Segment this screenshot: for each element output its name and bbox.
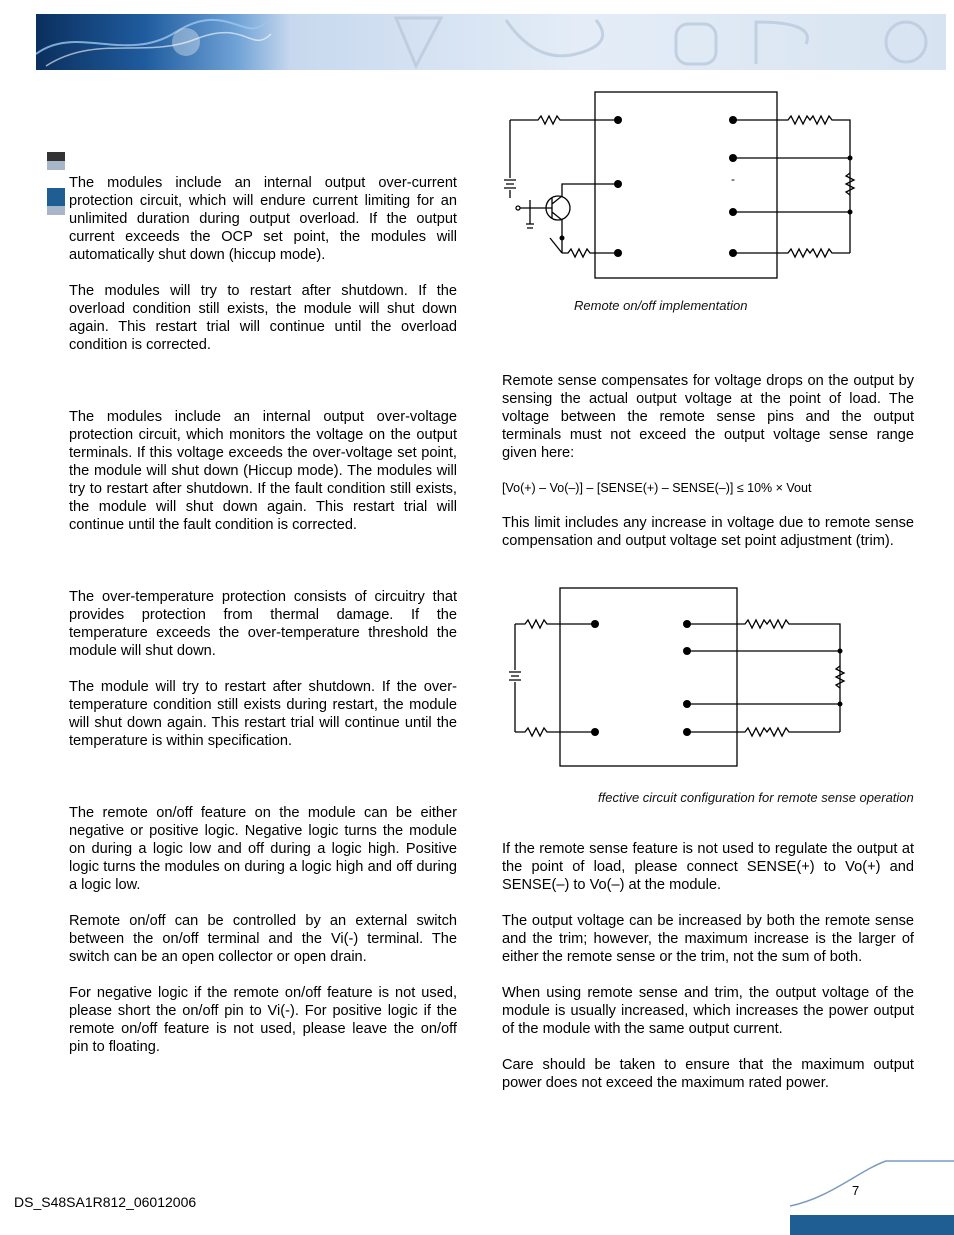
ovp-paragraph: The modules include an internal output over-voltage protection circuit, which monitors the voltage on the output terminals. If this voltage exceeds the over-voltage set point, the module will shut down (Hiccup mode). The modules will try to restart after shutdown. If the fault condition still exists, the module will shut down again. This restart trial will continue until the fault condition is corrected. (69, 409, 457, 533)
sense-paragraph-6: Care should be taken to ensure that the maximum output power does not exceed the maximum rated power. (502, 1057, 914, 1091)
ocp-paragraph-2: The modules will try to restart after shutdown. If the overload condition still exists, the module will shut down again. This restart trial will continue until the overload condition is corrected. (69, 283, 457, 353)
marker-square (47, 179, 65, 188)
footer-corner-graphic (790, 1158, 954, 1235)
remote-onoff-circuit-diagram (500, 88, 860, 284)
figure2-caption: ffective circuit configuration for remote sense operation (598, 790, 914, 805)
sense-paragraph-5: When using remote sense and trim, the output voltage of the module is usually increased, which increases the power output of the module with the same output current. (502, 985, 914, 1037)
sense-paragraph-1: Remote sense compensates for voltage drops on the output by sensing the actual output voltage at the point of load. The voltage between the remote sense pins and the output terminals must not exceed the output voltage sense range given here: (502, 373, 914, 461)
section-markers (47, 152, 65, 215)
header-banner (36, 14, 946, 70)
sense-formula: [Vo(+) – Vo(–)] – [SENSE(+) – SENSE(–)] ≤ 10% × Vout (502, 481, 812, 495)
page-number: 7 (852, 1183, 860, 1198)
marker-square (47, 161, 65, 170)
otp-paragraph-1: The over-temperature protection consists of circuitry that provides protection from thermal damage. If the temperature exceeds the over-temperature threshold the module will shut down. (69, 589, 457, 659)
marker-square (47, 170, 65, 179)
remote-sense-circuit-diagram (505, 586, 850, 770)
document-id: DS_S48SA1R812_06012006 (14, 1194, 197, 1210)
onoff-paragraph-2: Remote on/off can be controlled by an external switch between the on/off terminal and the Vi(-) terminal. The switch can be an open collector or open drain. (69, 913, 457, 965)
sense-paragraph-4: The output voltage can be increased by both the remote sense and the trim; however, the maximum increase is the larger of either the remote sense or the trim, not the sum of both. (502, 913, 914, 965)
onoff-paragraph-1: The remote on/off feature on the module can be either negative or positive logic. Negative logic turns the module on during a logic low and off during a logic high. Positive logic turns the modules on during a logic high and off during a logic low. (69, 805, 457, 893)
otp-paragraph-2: The module will try to restart after shutdown. If the over-temperature condition still exists during restart, the module will shut down again. This restart trial will continue until the temperature is within specification. (69, 679, 457, 749)
diagram-dash: - (731, 172, 735, 186)
sense-paragraph-3: If the remote sense feature is not used to regulate the output at the point of load, please connect SENSE(+) to Vo(+) and SENSE(–) to Vo(–) at the module. (502, 841, 914, 893)
marker-square (47, 152, 65, 161)
right-column-top (502, 372, 914, 568)
figure1-caption: Remote on/off implementation (574, 298, 748, 313)
ocp-paragraph-1: The modules include an internal output over-current protection circuit, which will endure current limiting for an unlimited duration during output overload. If the output current exceeds the OCP set point, the modules will automatically shut down (hiccup mode). (69, 175, 457, 263)
sense-paragraph-2: This limit includes any increase in voltage due to remote sense compensation and output voltage set point adjustment (trim). (502, 515, 914, 549)
marker-square (47, 206, 65, 215)
marker-square (47, 188, 65, 197)
right-column-bottom (502, 840, 914, 1110)
onoff-paragraph-3: For negative logic if the remote on/off feature is not used, please short the on/off pin to Vi(-). For positive logic if the remote on/off feature is not used, please leave the on/off pin to floating. (69, 985, 457, 1055)
left-column (69, 174, 457, 1074)
banner-graphic (36, 14, 946, 70)
marker-square (47, 197, 65, 206)
